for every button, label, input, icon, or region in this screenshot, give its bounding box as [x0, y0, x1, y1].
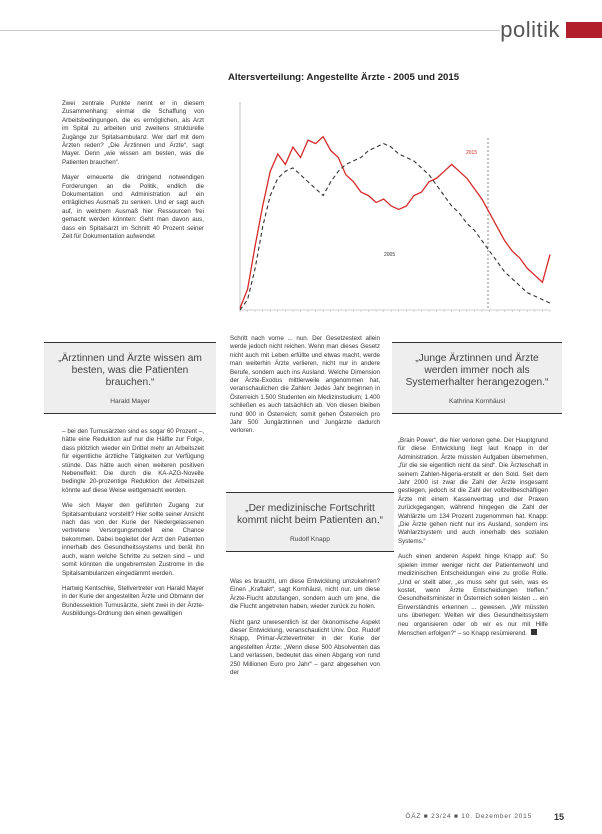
col2-paragraph-2: Was es braucht, um diese Entwicklung umzukehren? Einen „Kraftakt“, sagt Kornhäusl, nicht nur, um diese Ärzte-Flucht abzufangen, sondern auch um jene, die die Flucht angetreten haben, wieder zurück zu holen. — [230, 578, 380, 611]
quote-box-knapp — [226, 492, 394, 552]
series-line-2015 — [240, 137, 550, 309]
series-line-2005 — [240, 144, 550, 310]
chart-title: Altersverteilung: Angestellte Ärzte - 2005 und 2015 — [228, 72, 460, 83]
chart-svg — [228, 88, 558, 320]
col1-paragraph-4: Wie sich Mayer den geführten Zugang zur Spitalsambulanz vorstellt? Hier sollte seiner Ansicht nach das von der Kurie der Niedergelassenen vertretene Versorgungsmodell eine Chance bekommen. Dabei begleitet der Arzt den Patienten innerhalb des Gesundheitssystems und berät ihn auch, wann welche Schritte zu setzen sind – und somit könnten die ungebremsten Zustrome in die Spitalsambulanzen eingedämmt werden. — [62, 502, 204, 577]
col1-paragraph-2: Mayer erneuerte die dringend notwendigen Forderungen an die Politik, endlich die Dokumentation und Administration auf ein erträgliches Ausmaß zu senken. Und er sagt auch auf, in welchem Ausmaß hier Ressourcen frei gemacht werden könnten: Geht man davon aus, dass ein Spitalsarzt im Schnitt 40 Prozent seiner Zeit für Dokumentation aufwendet — [62, 174, 204, 241]
column-2-bottom — [230, 578, 380, 684]
col1-paragraph-1: Zwei zentrale Punkte nennt er in diesem Zusammenhang: einmal die Schaffung von Arbeitsbedingungen, die es ermöglichen, als Arzt im Spital zu arbeiten und zweitens strukturelle Zugänge zur Spitalsambulanz. Wer darf mit dem Ärzten reden? „Die Ärztinnen und Ärzte“, sagt Mayer. Denn „wie wissen am besten, was die Patienten brauchen“. — [62, 100, 204, 166]
col3-paragraph-2-text: Auch einen anderen Aspekt hinge Knapp auf: So spielen immer weniger nicht der Patientenwohl und medizinischen Entscheidungen eine zu große Rolle. „Und er stellt aber, „es muss sehr gut sein, was es kostet, wenn Ärzte Entscheidungen treffen.“ Gesundheitsminister in Österreich sollen leisten ... ein Einverständnis erkennen ... gewesen. „Wir müssten uns überlegen: Welten wir dies Gesundheitssystem neu organisieren oder ob wir es nur mit Hilfe Menschen erfolgen?“ – so Knapp resümierend. — [398, 553, 548, 637]
quote-author: Rudolf Knapp — [290, 536, 330, 543]
column-2-top — [230, 335, 380, 443]
column-1-top — [62, 100, 204, 249]
footer-publication: ÖÄZ ■ 23/24 ■ 10. Dezember 2015 — [405, 813, 532, 820]
col1-paragraph-3: – bei den Turnusärzten sind es sogar 60 Prozent –, hätte eine Reduktion auf nur die Hälfte zur Folge, dass plötzlich wieder ein Drittel mehr an Arbeitszeit für eigentliche ärztliche Tätigkeiten zur Verfügung stünde. Das hätte auch einen weiteren positiven Nebeneffekt: Die durch die KA-AZG-Novelle bedingte 20-prozentige Reduktion der Arbeitszeit könnte auf diese Weise wettgemacht werden. — [62, 428, 204, 494]
quote-author: Harald Mayer — [110, 398, 150, 405]
header-rule — [0, 30, 500, 31]
article-end-mark — [531, 629, 537, 635]
section-accent-block — [566, 22, 602, 38]
col2-paragraph-1: Schritt nach vorne ... nun. Der Gesetzestext allein werde jedoch nicht reichen. Wenn man dieses Gesetz nicht auch mit Leben erfüllte und etwas macht, werde man weiterhin Ärzte verlieren, nicht nur in andere Berufe, sondern auch ins Ausland. Welche Dimension der Ärzte-Exodus mittlerweile angenommen hat, veranschaulichen die Zahlen: Jedes Jahr beginnen in Österreich 1.500 Studenten ein Medizinstudium; 1.400 schließen es auch tatsächlich ab. Von diesen bleiben rund 900 in Österreich; somit gehen Österreich pro Jahr 500 Jungärztinnen und Jungärzte dadurch verloren. — [230, 335, 380, 435]
col3-paragraph-2 — [398, 553, 548, 638]
quote-text: „Der medizinische Fortschritt kommt nicht beim Patienten an.“ — [236, 503, 384, 526]
column-3 — [398, 437, 548, 645]
quote-author: Kathrina Kornhäusl — [448, 398, 506, 405]
quote-text: „Junge Ärztinnen und Ärzte werden immer noch als Systemerhalter herangezogen.“ — [405, 353, 549, 388]
page-number: 15 — [553, 812, 564, 822]
quote-text: „Ärztinnen und Ärzte wissen am besten, was die Patienten brauchen.“ — [58, 353, 202, 388]
quote-box-mayer — [44, 342, 216, 414]
quote-box-kornhaeusl — [392, 342, 562, 414]
col3-paragraph-1: „Brain Power“, die hier verloren gehe. Der Hauptgrund für diese Entwicklung liegt laut Knapp in der Administration. Ärzte müssten Aufgaben übernehmen, „für die sie eigentlich nicht da sind“. Die Ärzteschaft in seinem Zahlen-Nigeria-erstellt er den Sold. Seit dem Jahr 2000 ist zwar die Zahl der Ärzte insgesamt gestiegen, jedoch ist die Zahl der vollzeitbeschäftigen Ärzte mit einem Kassenvertrag und der Praxen zurückgegangen, während hingegen die Zahl der Wahlärzte um 134 Prozent zugenommen hat. Knapp: „Die Ärzte gehen nicht nur ins Ausland, sondern ins Wahlarztsystem und auch innerhalb des sozialen Systems.“ — [398, 437, 548, 545]
label-2015: 2015 — [466, 150, 478, 156]
col2-paragraph-3: Nicht ganz unwesentlich ist der ökonomische Aspekt dieser Entwicklung, veranschaulicht Univ. Doz. Rudolf Knapp, Primar-Ärztevertreter in der Kurie der angestellten Ärzte: „Wenn diese 500 Absolventen das Land verlassen, bedeutet das einen Abgang von rund 250 Millionen Euro pro Jahr“ – ganz abgesehen von der — [230, 618, 380, 677]
column-1-bottom — [62, 428, 204, 626]
col1-paragraph-5: Hartwig Kentschke, Stellvertreter von Harald Mayer in der Kurie der angestellten Ärzte und Obmann der Bundessektion Turnusärzte, sieht zwei in der Ärzte-Ausbildungs-Ordnung den einen gewaltigen — [62, 584, 204, 618]
age-distribution-chart — [228, 88, 558, 320]
section-label: politik — [500, 17, 560, 42]
label-2005: 2005 — [384, 252, 396, 258]
